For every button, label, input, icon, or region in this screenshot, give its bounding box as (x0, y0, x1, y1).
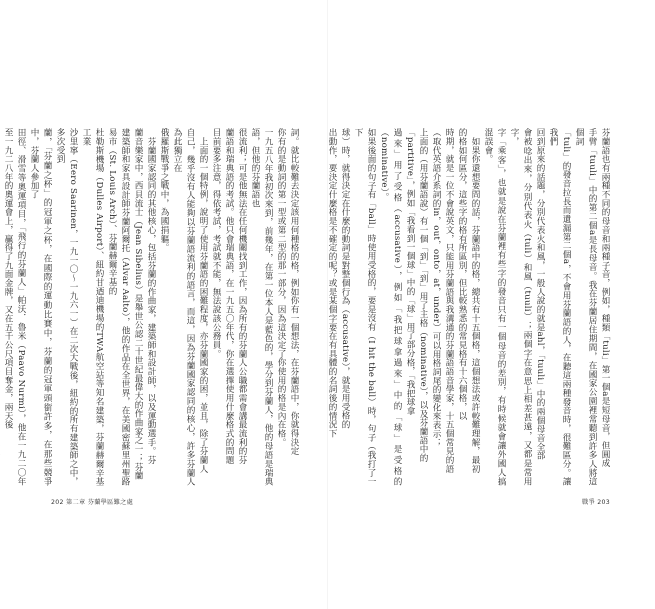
right-page-folio: 戰爭 203 (582, 499, 610, 506)
right-page (328, 0, 655, 609)
left-page-body-text: 詞。就比較難去決定該用何種格的格，例如你有一個想法，在芬蘭語中，你就得決定 你有的是動詞的第一型或第二型的那一部分，因為這決定了你使用的格是內在格。 一九五八年我初次來到，前幾年，在第一位本人是藍色的，學分到芬蘭人，他的母語是瑞典語，但他的芬蘭語也 很流利；可是他無法在任何機關找到工作，因為所有的芬蘭人公職都需會講最流利的芬 蘭語和瑞典語的考試。他只會瑞典語，在一九五〇年代，你在選擇使用什麼格式的問題 目前要多注意，得依考試，考試就不能，無法說該公務員。 上面的一個特例，說明了使用芬蘭語的困難程度，亦芬蘭國家的困，並且，除了芬蘭人 自己，幾乎沒有人能夠以芬蘭語流利的語言，而這，因為芬蘭國家認同的核心，許多芬蘭人為此獨立在 俄羅斯戰爭之戰中，為國捐軀。 芬蘭國家認同的其他核心，包括芬蘭的作曲家，建築師和設計師，以及運動選手。芬 蘭音樂家中，西貝流士（Jean Sibelius）是舉世公認二十世紀最偉大的作曲家之一；芬蘭 建築師和家具設計師芬蘭阿爾托（Alvar Aalto），他的作品在全世界，在美國密蘇里州聖路易市（St. Louis Arch）、芬蘭赫爾辛基的 杜勒斯機場（Dulles Airport）、紐約甘迺迪機場的TWA航空站等知名建築，芬蘭赫爾辛基工業 沙里寧（Eero Saarinen，一九一〇～一九六一）在二次大戰後，紐約的所有建築師之中，多次受到 蘭，「芬蘭之杯」的冠軍之杯，在國際的運動比賽中，芬蘭的冠軍頭銜許多，在那些競爭中，芬蘭人參加了 田徑、滑雪等奧運項目，「飛行的芬蘭人」帕沃．魯米（Paavo Nurmi），他在一九二〇年至一九二八年的奧運會上，贏得了九面金牌，又在五千公尺項目奪金，兩天後 (3, 128, 299, 486)
left-page-folio: 202 第二章 芬蘭學區難之處 (51, 499, 134, 506)
left-page (0, 0, 327, 609)
right-page-body-text: 芬蘭語也有兩種不同的母音和兩種子音，例如，種類「tuli」第一個a是短母音，但圓成 手臂「tuuli」中的第二個a是長母音。我在芬蘭居住期間，在國家公園裡常聽到許多人將這個詞 「tuli」的發音拉長而遺漏第二個a，不會用芬蘭語的人，在聽這兩種發音時，很難區分。讓我們 回到原來的話題，分別代表火和風，一般人說的就是ahl，「tuuli」中的兩個母音全部 會被唸出來，分別代表火（tuli）和風（tuuli）；兩個字在意思上相差甚遠，又都是常用字， 字「乘客」，也就是說在芬蘭裡有些字的發音只有一個母音的差別，有時候就會讓外國人搞混誤會。 如果你還想要問的話，芬蘭語中的格，總共有十五個格，這個想法或許較難理解，最初 的格如何區分，這些字的格有所區別，但比較熟悉的常見格有十六個格，以 時期，就是一位不會說英文，只能用芬蘭語與我溝通的芬蘭語語音學家，十五個常見的語 （取代英語介系詞的in，out，onto，at，under）可以用格詞尾的變化來表示； 上面的（用芬蘭語說）有一個「到」「到」用了主格（nominative），以及芬蘭語中的 「partitive」，例如「我看到一個球」中的「球」用了部分格，「我把球拿 過來」用了受格（accusative），例如「我把球拿過來」中的「球」是受格的（nominative）。 如果後面的句子有「ball」時使用受格的，要是沒有（I hit the ball）時，句子（我打了一下 球）時，就得決定在什麼的動詞是對整個行為（accusative），就是用受格的 出動作，要決定什麼格是不確定的呢？或是某個字要在有具體的名詞後的情況下 (327, 128, 610, 486)
